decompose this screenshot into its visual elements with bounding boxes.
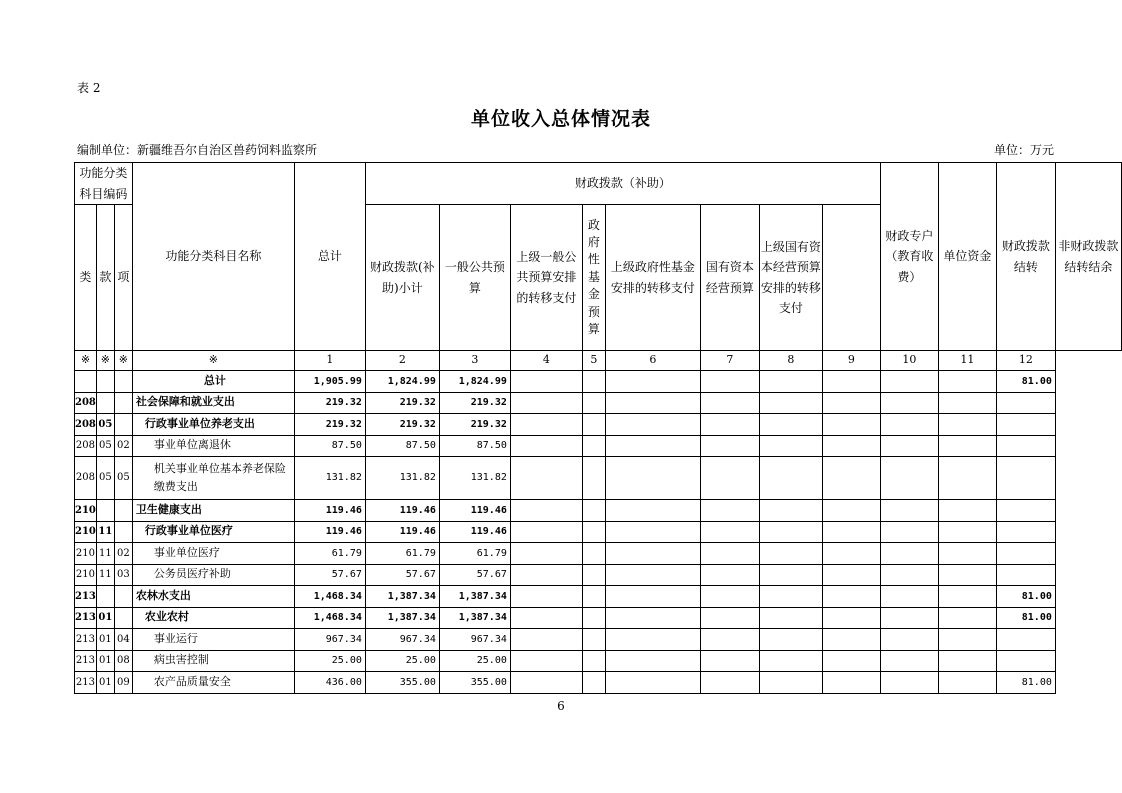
item-name-cell: 农林水支出 xyxy=(132,586,294,608)
total-cell: 119.46 xyxy=(294,500,365,522)
empty-cell xyxy=(938,457,996,500)
general-budget-cell: 1,387.34 xyxy=(439,607,510,629)
empty-cell xyxy=(822,521,880,543)
code-kuan-cell: 05 xyxy=(96,414,114,436)
empty-cell xyxy=(822,435,880,457)
code-lei-cell: 213 xyxy=(75,650,97,672)
empty-cell xyxy=(759,457,822,500)
empty-cell xyxy=(700,435,759,457)
empty-cell xyxy=(582,392,605,414)
empty-cell xyxy=(510,629,582,651)
empty-cell xyxy=(938,371,996,393)
code-lei-cell: 208 xyxy=(75,457,97,500)
header-non-fiscal-carryover: 非财政拨款结转结余 xyxy=(1055,163,1121,351)
code-lei-cell: 213 xyxy=(75,672,97,694)
code-kuan-cell xyxy=(96,371,114,393)
table-row xyxy=(75,392,1122,414)
header-upper-fund-transfer: 上级政府性基金安排的转移支付 xyxy=(605,205,700,351)
empty-cell xyxy=(759,435,822,457)
item-name-cell: 公务员医疗补助 xyxy=(132,564,294,586)
code-lei-cell: 213 xyxy=(75,607,97,629)
empty-cell xyxy=(822,371,880,393)
code-kuan-cell: 01 xyxy=(96,607,114,629)
empty-cell xyxy=(938,650,996,672)
table-row xyxy=(75,500,1122,522)
empty-cell xyxy=(822,500,880,522)
total-cell: 119.46 xyxy=(294,521,365,543)
general-budget-cell: 119.46 xyxy=(439,521,510,543)
non-fiscal-carryover-cell xyxy=(996,650,1055,672)
code-kuan-cell: 11 xyxy=(96,543,114,565)
code-lei-cell: 210 xyxy=(75,500,97,522)
general-budget-cell: 119.46 xyxy=(439,500,510,522)
general-budget-cell: 1,387.34 xyxy=(439,586,510,608)
code-xiang-cell: 09 xyxy=(114,672,132,694)
empty-cell xyxy=(605,435,700,457)
code-lei-cell xyxy=(75,371,97,393)
empty-cell xyxy=(605,586,700,608)
column-index-cell: 10 xyxy=(880,351,938,371)
empty-cell xyxy=(822,414,880,436)
table-row xyxy=(75,521,1122,543)
item-name-cell: 事业单位离退休 xyxy=(132,435,294,457)
header-general-budget: 一般公共预算 xyxy=(439,205,510,351)
general-budget-cell: 355.00 xyxy=(439,672,510,694)
code-xiang-cell xyxy=(114,607,132,629)
empty-cell xyxy=(938,500,996,522)
empty-cell xyxy=(759,414,822,436)
header-gov-fund: 政府性基金预算 xyxy=(582,205,605,351)
empty-cell xyxy=(510,435,582,457)
non-fiscal-carryover-cell xyxy=(996,414,1055,436)
empty-cell xyxy=(880,543,938,565)
empty-cell xyxy=(938,607,996,629)
empty-cell xyxy=(605,564,700,586)
empty-cell xyxy=(582,543,605,565)
table-row xyxy=(75,457,1122,500)
empty-cell xyxy=(822,586,880,608)
code-kuan-cell xyxy=(96,586,114,608)
item-name-cell: 总计 xyxy=(132,371,294,393)
code-xiang-cell xyxy=(114,414,132,436)
empty-cell xyxy=(880,414,938,436)
column-index-cell: 5 xyxy=(582,351,605,371)
empty-cell xyxy=(822,392,880,414)
code-xiang-cell xyxy=(114,586,132,608)
empty-cell xyxy=(880,371,938,393)
empty-cell xyxy=(822,607,880,629)
total-cell: 1,905.99 xyxy=(294,371,365,393)
empty-cell xyxy=(605,629,700,651)
item-name-cell: 行政事业单位医疗 xyxy=(132,521,294,543)
empty-cell xyxy=(759,543,822,565)
empty-cell xyxy=(510,586,582,608)
fiscal-subtotal-cell: 131.82 xyxy=(365,457,439,500)
empty-cell xyxy=(605,457,700,500)
empty-cell xyxy=(759,564,822,586)
empty-cell xyxy=(510,371,582,393)
empty-cell xyxy=(605,607,700,629)
header-kuan: 款 xyxy=(96,205,114,351)
fiscal-subtotal-cell: 219.32 xyxy=(365,414,439,436)
empty-cell xyxy=(700,543,759,565)
general-budget-cell: 57.67 xyxy=(439,564,510,586)
total-cell: 25.00 xyxy=(294,650,365,672)
empty-cell xyxy=(880,629,938,651)
empty-cell xyxy=(880,500,938,522)
empty-cell xyxy=(880,435,938,457)
fiscal-subtotal-cell: 355.00 xyxy=(365,672,439,694)
code-xiang-cell: 03 xyxy=(114,564,132,586)
empty-cell xyxy=(582,371,605,393)
empty-cell xyxy=(880,650,938,672)
empty-cell xyxy=(822,672,880,694)
empty-cell xyxy=(605,521,700,543)
non-fiscal-carryover-cell xyxy=(996,435,1055,457)
item-name-cell: 病虫害控制 xyxy=(132,650,294,672)
header-lei: 类 xyxy=(75,205,97,351)
column-index-cell: 9 xyxy=(822,351,880,371)
column-index-cell: ※ xyxy=(75,351,97,371)
empty-cell xyxy=(938,543,996,565)
empty-cell xyxy=(759,521,822,543)
code-kuan-cell xyxy=(96,392,114,414)
header-fiscal-group: 财政拨款（补助） xyxy=(365,163,880,205)
code-kuan-cell: 01 xyxy=(96,629,114,651)
fiscal-subtotal-cell: 967.34 xyxy=(365,629,439,651)
empty-cell xyxy=(700,392,759,414)
non-fiscal-carryover-cell: 81.00 xyxy=(996,586,1055,608)
empty-cell xyxy=(822,457,880,500)
empty-cell xyxy=(582,414,605,436)
fiscal-subtotal-cell: 1,387.34 xyxy=(365,586,439,608)
table-row xyxy=(75,629,1122,651)
empty-cell xyxy=(510,564,582,586)
total-cell: 1,468.34 xyxy=(294,586,365,608)
non-fiscal-carryover-cell: 81.00 xyxy=(996,371,1055,393)
empty-cell xyxy=(700,371,759,393)
empty-cell xyxy=(759,392,822,414)
empty-cell xyxy=(510,650,582,672)
table-label: 表 2 xyxy=(77,81,101,95)
empty-cell xyxy=(582,500,605,522)
code-kuan-cell: 05 xyxy=(96,457,114,500)
empty-cell xyxy=(880,607,938,629)
code-kuan-cell: 11 xyxy=(96,564,114,586)
column-index-cell: ※ xyxy=(96,351,114,371)
header-fiscal-special: 财政专户（教育收费） xyxy=(880,163,938,351)
empty-cell xyxy=(510,392,582,414)
item-name-cell: 机关事业单位基本养老保险缴费支出 xyxy=(132,457,294,500)
code-xiang-cell xyxy=(114,371,132,393)
empty-cell xyxy=(582,457,605,500)
header-total: 总计 xyxy=(294,163,365,351)
code-xiang-cell: 05 xyxy=(114,457,132,500)
empty-cell xyxy=(822,629,880,651)
fiscal-subtotal-cell: 119.46 xyxy=(365,500,439,522)
empty-cell xyxy=(938,392,996,414)
empty-cell xyxy=(605,414,700,436)
empty-cell xyxy=(582,521,605,543)
empty-cell xyxy=(510,500,582,522)
header-fiscal-subtotal: 财政拨款(补助)小计 xyxy=(365,205,439,351)
header-xiang: 项 xyxy=(114,205,132,351)
code-lei-cell: 213 xyxy=(75,586,97,608)
non-fiscal-carryover-cell xyxy=(996,457,1055,500)
empty-cell xyxy=(605,672,700,694)
code-lei-cell: 213 xyxy=(75,629,97,651)
fiscal-subtotal-cell: 1,824.99 xyxy=(365,371,439,393)
general-budget-cell: 61.79 xyxy=(439,543,510,565)
empty-cell xyxy=(822,564,880,586)
non-fiscal-carryover-cell: 81.00 xyxy=(996,607,1055,629)
code-kuan-cell xyxy=(96,500,114,522)
header-state-capital: 国有资本经营预算 xyxy=(700,205,759,351)
empty-cell xyxy=(880,672,938,694)
empty-cell xyxy=(510,457,582,500)
empty-cell xyxy=(822,543,880,565)
total-cell: 87.50 xyxy=(294,435,365,457)
empty-cell xyxy=(605,500,700,522)
empty-cell xyxy=(700,629,759,651)
empty-cell xyxy=(582,586,605,608)
total-cell: 131.82 xyxy=(294,457,365,500)
code-lei-cell: 210 xyxy=(75,543,97,565)
empty-cell xyxy=(510,672,582,694)
empty-cell xyxy=(582,607,605,629)
column-index-cell: 2 xyxy=(365,351,439,371)
code-lei-cell: 208 xyxy=(75,414,97,436)
empty-cell xyxy=(759,586,822,608)
item-name-cell: 事业单位医疗 xyxy=(132,543,294,565)
empty-cell xyxy=(938,521,996,543)
column-index-cell: 7 xyxy=(700,351,759,371)
code-lei-cell: 210 xyxy=(75,521,97,543)
general-budget-cell: 219.32 xyxy=(439,414,510,436)
header-upper-general-transfer: 上级一般公共预算安排的转移支付 xyxy=(510,205,582,351)
table-body xyxy=(75,371,1122,694)
header-unit-fund: 单位资金 xyxy=(938,163,996,351)
general-budget-cell: 1,824.99 xyxy=(439,371,510,393)
column-index-row xyxy=(75,351,1122,371)
code-xiang-cell xyxy=(114,392,132,414)
header-upper-state-transfer: 上级国有资本经营预算安排的转移支付 xyxy=(759,205,822,351)
empty-cell xyxy=(700,672,759,694)
empty-cell xyxy=(880,392,938,414)
item-name-cell: 农业农村 xyxy=(132,607,294,629)
column-index-cell: 3 xyxy=(439,351,510,371)
empty-cell xyxy=(938,586,996,608)
empty-cell xyxy=(582,564,605,586)
table-row xyxy=(75,607,1122,629)
empty-cell xyxy=(880,564,938,586)
header-fiscal-carryover: 财政拨款结转 xyxy=(996,163,1055,351)
total-cell: 967.34 xyxy=(294,629,365,651)
fiscal-subtotal-cell: 61.79 xyxy=(365,543,439,565)
empty-cell xyxy=(700,650,759,672)
code-kuan-cell: 11 xyxy=(96,521,114,543)
empty-cell xyxy=(700,457,759,500)
empty-cell xyxy=(759,371,822,393)
header-code-group: 功能分类科目编码 xyxy=(75,163,133,205)
fiscal-subtotal-cell: 1,387.34 xyxy=(365,607,439,629)
column-index-cell: 1 xyxy=(294,351,365,371)
empty-cell xyxy=(938,672,996,694)
page-number: 6 xyxy=(557,699,565,713)
non-fiscal-carryover-cell xyxy=(996,543,1055,565)
empty-cell xyxy=(759,629,822,651)
non-fiscal-carryover-cell: 81.00 xyxy=(996,672,1055,694)
table-row xyxy=(75,564,1122,586)
fiscal-subtotal-cell: 219.32 xyxy=(365,392,439,414)
column-index-cell: 12 xyxy=(996,351,1055,371)
empty-cell xyxy=(880,586,938,608)
table-row xyxy=(75,435,1122,457)
total-cell: 219.32 xyxy=(294,414,365,436)
table-row xyxy=(75,414,1122,436)
empty-cell xyxy=(880,521,938,543)
total-cell: 61.79 xyxy=(294,543,365,565)
table-row xyxy=(75,672,1122,694)
fiscal-subtotal-cell: 119.46 xyxy=(365,521,439,543)
non-fiscal-carryover-cell xyxy=(996,521,1055,543)
empty-cell xyxy=(510,414,582,436)
general-budget-cell: 131.82 xyxy=(439,457,510,500)
empty-cell xyxy=(582,435,605,457)
empty-cell xyxy=(700,607,759,629)
fiscal-subtotal-cell: 87.50 xyxy=(365,435,439,457)
empty-cell xyxy=(510,543,582,565)
code-kuan-cell: 01 xyxy=(96,650,114,672)
column-index-cell: 4 xyxy=(510,351,582,371)
code-xiang-cell: 08 xyxy=(114,650,132,672)
column-index-cell: 8 xyxy=(759,351,822,371)
table-row xyxy=(75,650,1122,672)
empty-cell xyxy=(605,392,700,414)
header-name: 功能分类科目名称 xyxy=(132,163,294,351)
code-xiang-cell: 02 xyxy=(114,543,132,565)
empty-cell xyxy=(582,629,605,651)
empty-cell xyxy=(700,586,759,608)
general-budget-cell: 87.50 xyxy=(439,435,510,457)
code-xiang-cell xyxy=(114,521,132,543)
income-summary-table xyxy=(74,162,1122,694)
table-row xyxy=(75,371,1122,393)
total-cell: 219.32 xyxy=(294,392,365,414)
page-title: 单位收入总体情况表 xyxy=(470,108,651,130)
total-cell: 436.00 xyxy=(294,672,365,694)
empty-cell xyxy=(605,650,700,672)
fiscal-subtotal-cell: 57.67 xyxy=(365,564,439,586)
code-kuan-cell: 05 xyxy=(96,435,114,457)
non-fiscal-carryover-cell xyxy=(996,564,1055,586)
column-index-cell: ※ xyxy=(114,351,132,371)
column-index-cell: ※ xyxy=(132,351,294,371)
column-index-cell: 11 xyxy=(938,351,996,371)
item-name-cell: 行政事业单位养老支出 xyxy=(132,414,294,436)
empty-cell xyxy=(822,650,880,672)
empty-cell xyxy=(605,543,700,565)
item-name-cell: 社会保障和就业支出 xyxy=(132,392,294,414)
empty-cell xyxy=(582,672,605,694)
item-name-cell: 卫生健康支出 xyxy=(132,500,294,522)
code-xiang-cell: 04 xyxy=(114,629,132,651)
code-lei-cell: 208 xyxy=(75,392,97,414)
empty-cell xyxy=(582,650,605,672)
general-budget-cell: 219.32 xyxy=(439,392,510,414)
empty-cell xyxy=(510,607,582,629)
empty-cell xyxy=(880,457,938,500)
organization-label: 编制单位：新疆维吾尔自治区兽药饲料监察所 xyxy=(77,143,318,157)
fiscal-subtotal-cell: 25.00 xyxy=(365,650,439,672)
unit-label: 单位：万元 xyxy=(993,143,1054,157)
non-fiscal-carryover-cell xyxy=(996,500,1055,522)
code-kuan-cell: 01 xyxy=(96,672,114,694)
empty-cell xyxy=(938,435,996,457)
code-xiang-cell: 02 xyxy=(114,435,132,457)
item-name-cell: 农产品质量安全 xyxy=(132,672,294,694)
empty-cell xyxy=(759,500,822,522)
code-lei-cell: 208 xyxy=(75,435,97,457)
empty-cell xyxy=(510,521,582,543)
general-budget-cell: 25.00 xyxy=(439,650,510,672)
item-name-cell: 事业运行 xyxy=(132,629,294,651)
empty-cell xyxy=(759,672,822,694)
empty-cell xyxy=(759,607,822,629)
empty-cell xyxy=(938,564,996,586)
general-budget-cell: 967.34 xyxy=(439,629,510,651)
empty-cell xyxy=(605,371,700,393)
total-cell: 57.67 xyxy=(294,564,365,586)
empty-cell xyxy=(700,521,759,543)
code-xiang-cell xyxy=(114,500,132,522)
table-row xyxy=(75,543,1122,565)
column-index-cell: 6 xyxy=(605,351,700,371)
empty-cell xyxy=(700,500,759,522)
total-cell: 1,468.34 xyxy=(294,607,365,629)
empty-cell xyxy=(938,414,996,436)
empty-cell xyxy=(700,564,759,586)
empty-cell xyxy=(938,629,996,651)
non-fiscal-carryover-cell xyxy=(996,629,1055,651)
empty-cell xyxy=(700,414,759,436)
code-lei-cell: 210 xyxy=(75,564,97,586)
non-fiscal-carryover-cell xyxy=(996,392,1055,414)
table-row xyxy=(75,586,1122,608)
empty-cell xyxy=(759,650,822,672)
